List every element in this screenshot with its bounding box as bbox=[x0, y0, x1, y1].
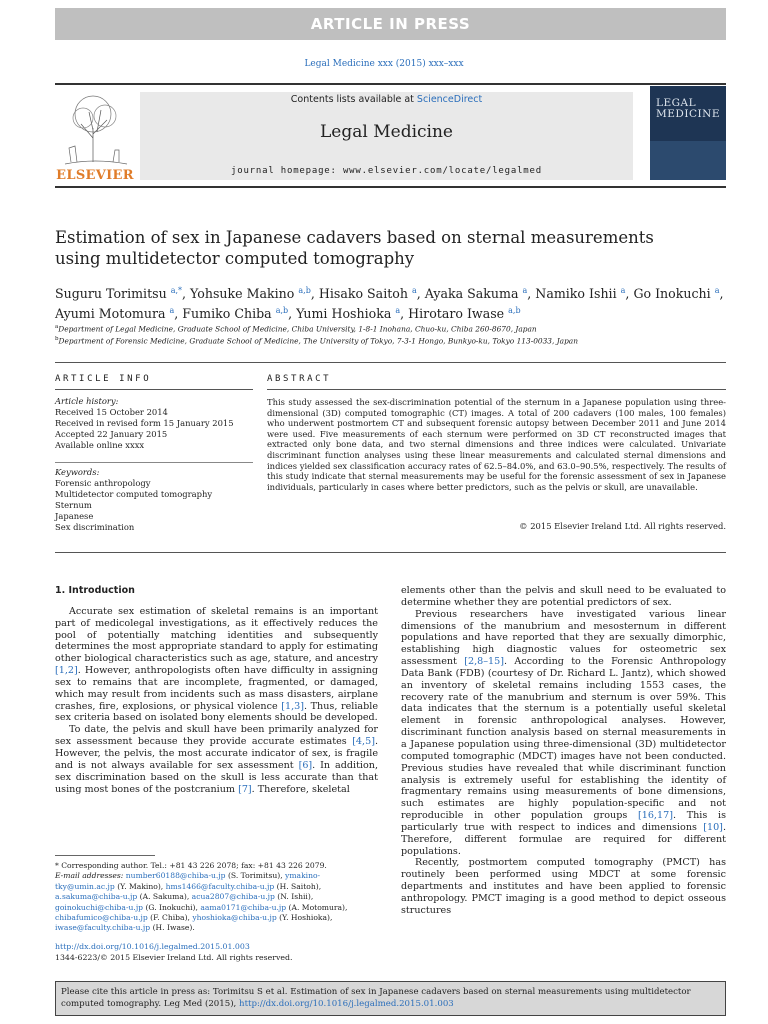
author-affiliation-mark[interactable]: a bbox=[522, 286, 528, 295]
masthead-top-rule bbox=[55, 83, 726, 85]
article-info-rule bbox=[55, 389, 253, 390]
journal-reference[interactable]: Legal Medicine xxx (2015) xxx–xxx bbox=[304, 59, 464, 69]
author-affiliation-mark[interactable]: a,* bbox=[170, 286, 183, 295]
article-history bbox=[55, 396, 255, 451]
paragraph-text: Previous researchers have investigated various linear dimensions of the manubrium and mesosternum in different populations and have reported that they are sexually dimorphic, establishing high diagnostic values for osteometric sex assessment bbox=[401, 608, 726, 668]
citation-ref-link[interactable]: [10] bbox=[703, 821, 723, 833]
author-name: Ayumi Motomura bbox=[55, 306, 166, 321]
email-owner: (Y. Hoshioka), bbox=[276, 913, 333, 923]
email-link[interactable]: acua2807@chiba-u.jp bbox=[191, 892, 275, 902]
tree-logo-icon bbox=[55, 88, 135, 168]
email-owner: (N. Ishii), bbox=[274, 892, 314, 902]
citation-box bbox=[55, 981, 726, 1016]
article-info-heading: ARTICLE INFO bbox=[55, 374, 152, 384]
citation-text: Please cite this article in press as: Torimitsu S et al. Estimation of sex in Japanese cadavers based on sternal measurements using multidetector computed tomography. Leg Med (2015), bbox=[61, 987, 691, 1009]
email-owner: (A. Sakuma), bbox=[137, 892, 192, 902]
citation-ref-link[interactable]: [1,2] bbox=[55, 665, 78, 677]
citation-doi-link[interactable]: http://dx.doi.org/10.1016/j.legalmed.2015.01.003 bbox=[239, 999, 454, 1009]
abstract-heading: ABSTRACT bbox=[267, 374, 332, 384]
email-owner: (F. Chiba), bbox=[147, 913, 193, 923]
copyright-notice: © 2015 Elsevier Ireland Ltd. All rights reserved. bbox=[519, 521, 726, 531]
author-affiliation-mark[interactable]: a bbox=[169, 306, 175, 315]
history-item: Received in revised form 15 January 2015 bbox=[55, 418, 234, 428]
paragraph-text: . In addition, sex discrimination based on the skull is less accurate than that using most bones of the postcranium bbox=[55, 759, 378, 795]
article-title: Estimation of sex in Japanese cadavers based on sternal measurements using multidetector computed tomography bbox=[55, 228, 654, 268]
citation-ref-link[interactable]: [6] bbox=[298, 759, 313, 771]
email-owner: (A. Motomura), bbox=[286, 902, 348, 912]
abstract-divider bbox=[55, 552, 726, 553]
paragraph-text: . However, anthropologists often have difficulty in assigning sex to remains that are incomplete, fragmented, or damaged, which may result from incidents such as mass disasters, airplane crashes, fire, explosions, or physical violence bbox=[55, 665, 378, 712]
journal-cover-thumbnail bbox=[650, 86, 726, 180]
keyword-item: Sternum bbox=[55, 500, 92, 510]
body-paragraph bbox=[401, 609, 726, 858]
author-name: Namiko Ishii bbox=[535, 286, 617, 301]
citation-ref-link[interactable]: [4,5] bbox=[352, 736, 375, 748]
author-affiliation-mark[interactable]: a bbox=[714, 286, 720, 295]
affiliations bbox=[55, 322, 735, 347]
body-column-right bbox=[401, 585, 726, 917]
citation-ref-link[interactable]: [2,8–15] bbox=[464, 656, 504, 668]
email-link[interactable]: chibafumico@chiba-u.jp bbox=[55, 913, 148, 923]
sciencedirect-link[interactable]: ScienceDirect bbox=[416, 94, 483, 105]
cover-band bbox=[650, 141, 726, 180]
keywords-label: Keywords: bbox=[55, 467, 100, 477]
masthead-bottom-rule bbox=[55, 186, 726, 188]
header-divider bbox=[55, 362, 726, 363]
masthead bbox=[140, 92, 633, 180]
author-name: Yohsuke Makino bbox=[190, 286, 295, 301]
email-owner: (H. Iwase). bbox=[150, 923, 195, 933]
email-link[interactable]: yhoshioka@chiba-u.jp bbox=[192, 913, 277, 923]
keyword-item: Multidetector computed tomography bbox=[55, 489, 213, 499]
author-line: Suguru Torimitsu $^{a,*}$, Yohsuke Makino $^{a,b}$, Hisako Saitoh $^a$, Ayaka Sakuma $^a$, Namiko Ishii $^a$, Go Inokuchi $^a$, bbox=[55, 286, 724, 301]
paragraph-text: . According to the Forensic Anthropology Data Bank (FDB) (courtesy of Dr. Richard L. Jantz), which showed an inventory of skeletal remains including 1553 cases, the recovery rate of the manubrium and sternum is over 59%. This data indicates that the sternum is a potentially useful skeletal element in forensic anthropological analyses. However, discriminant function analysis based on sternal measurements in a Japanese population using three-dimensional (3D) multidetector computed tomographic (MDCT) images have not been conducted. Previous studies have revealed that while discriminant function analysis is extremely useful for establishing the identity of fragmentary remains using measurements of bone dimensions, such estimates are highly population-specific and not reproducible in other population groups bbox=[401, 656, 727, 822]
journal-title: Legal Medicine bbox=[320, 122, 453, 142]
cover-title: LEGAL MEDICINE bbox=[656, 97, 721, 120]
elsevier-wordmark: ELSEVIER bbox=[56, 168, 134, 183]
article-in-press-banner: ARTICLE IN PRESS bbox=[55, 8, 726, 40]
history-item: Received 15 October 2014 bbox=[55, 407, 168, 417]
body-paragraph bbox=[401, 857, 726, 916]
history-item: Accepted 22 January 2015 bbox=[55, 429, 168, 439]
history-item: Available online xxxx bbox=[55, 440, 145, 450]
citation-ref-link[interactable]: [16,17] bbox=[637, 810, 673, 822]
paragraph-text: . Therefore, different formulae are required for different populations. bbox=[401, 821, 726, 857]
footnote-rule bbox=[55, 855, 155, 856]
doi-block bbox=[55, 941, 378, 963]
email-owner: (Y. Makino), bbox=[114, 881, 166, 891]
author-affiliation-mark[interactable]: a bbox=[412, 286, 417, 295]
email-label: E-mail addresses: bbox=[55, 871, 126, 881]
corresponding-author: * Corresponding author. Tel.: +81 43 226 2078; fax: +81 43 226 2079. bbox=[55, 861, 327, 870]
history-label: Article history: bbox=[55, 396, 119, 406]
doi-link[interactable]: http://dx.doi.org/10.1016/j.legalmed.2015.01.003 bbox=[55, 942, 250, 951]
author-name: Yumi Hoshioka bbox=[296, 306, 392, 321]
body-paragraph bbox=[401, 585, 726, 609]
citation-ref-link[interactable]: [7] bbox=[238, 783, 252, 795]
author-affiliation-mark[interactable]: a,b bbox=[298, 286, 311, 295]
email-link[interactable]: aama0171@chiba-u.jp bbox=[200, 902, 287, 912]
paragraph-text: . This is particularly true with respect to indices and dimensions bbox=[401, 810, 726, 833]
contents-line: Contents lists available at ScienceDirect bbox=[290, 94, 483, 105]
paragraph-text: . However, the pelvis, the most accurate indicator of sex, is fragile and is not always available for sex assessment bbox=[55, 736, 378, 771]
author-affiliation-mark[interactable]: a,b bbox=[275, 306, 289, 315]
author-list bbox=[55, 282, 735, 322]
paragraph-text: Accurate sex estimation of skeletal remains is an important part of medicolegal investigations, as it effectively reduces the pool of potentially matching identities and subsequently determines the most appropriate standard to apply for estimating other biological characteristics such as age, stature, and ancestry bbox=[55, 605, 378, 665]
keywords bbox=[55, 467, 255, 533]
keyword-item: Japanese bbox=[55, 511, 94, 521]
email-owner: (G. Inokuchi), bbox=[143, 902, 201, 912]
email-link[interactable]: number60188@chiba-u.jp bbox=[125, 871, 226, 881]
paragraph-text: elements other than the pelvis and skull need to be evaluated to determine whether they are potential predictors of sex. bbox=[401, 585, 726, 608]
issn-line: 1344-6223/© 2015 Elsevier Ireland Ltd. All rights reserved. bbox=[55, 953, 293, 962]
author-name: Ayaka Sakuma bbox=[424, 286, 519, 301]
abstract-text: This study assessed the sex-discrimination potential of the sternum in a Japanese population using three-dimensional (3D) computed tomographic (CT) images. A total of 200 cadavers (100 males, 100 females) who underwent postmortem CT and subsequent forensic autopsy between December 2011 and June 2014 were used. Five measurements of each sternum were performed on 3D CT reconstructed images that extracted only bone data, and two sternal dimensions and three indices were calculated. Univariate discriminant function analyses using these linear measurements and calculated sternal dimensions and indices yielded sex classification accuracy rates of 62.5–84.0%, and 63.0–90.5%, respectively. The results of this study indicate that sternal measurements may be useful for the forensic assessment of sex in Japanese individuals, particularly in cases where better predictors, such as the pelvis or skull, are unavailable. bbox=[267, 397, 726, 492]
affiliation-a: $^a$Department of Legal Medicine, Graduate School of Medicine, Chiba University, 1-8-1 Inohana, Chuo-ku, Chiba 260-8670, Japan bbox=[55, 324, 537, 334]
email-link[interactable]: hms1466@faculty.chiba-u.jp bbox=[165, 881, 275, 891]
paragraph-text: Recently, postmortem computed tomography (PMCT) has routinely been performed using MDCT at some forensic departments and institutes and have been applied to forensic anthropology. PMCT imaging is a good method to depict osseous structures bbox=[401, 857, 726, 916]
keyword-item: Forensic anthropology bbox=[55, 478, 151, 488]
keyword-item: Sex discrimination bbox=[55, 522, 135, 532]
author-name: Fumiko Chiba bbox=[182, 306, 272, 321]
body-paragraph bbox=[55, 606, 378, 724]
email-owner: (S. Torimitsu), bbox=[225, 871, 286, 881]
paragraph-text: . Thus, reliable sex criteria based on isolated bony elements should be developed. bbox=[55, 700, 378, 724]
citation-ref-link[interactable]: [1,3] bbox=[281, 700, 304, 712]
elsevier-logo bbox=[55, 88, 135, 183]
email-link[interactable]: a.sakuma@chiba-u.jp bbox=[55, 892, 138, 902]
paragraph-text: To date, the pelvis and skull have been primarily analyzed for sex assessment because they provide accurate estimates bbox=[55, 724, 378, 748]
paragraph-text: . Therefore, skeletal bbox=[251, 783, 350, 795]
email-owner: (H. Saitoh), bbox=[274, 881, 322, 891]
author-affiliation-mark[interactable]: a bbox=[620, 286, 626, 295]
author-name: Hirotaro Iwase bbox=[408, 306, 505, 321]
author-name: Go Inokuchi bbox=[633, 286, 711, 301]
author-line: Ayumi Motomura $^a$, Fumiko Chiba $^{a,b}$, Yumi Hoshioka $^a$, Hirotaro Iwase $^{a,b}$ bbox=[55, 306, 521, 321]
body-column-left bbox=[55, 585, 378, 795]
author-affiliation-mark[interactable]: a bbox=[395, 306, 401, 315]
email-addresses bbox=[55, 871, 378, 933]
email-link[interactable]: goinokuchi@chiba-u.jp bbox=[55, 902, 144, 912]
author-affiliation-mark[interactable]: a,b bbox=[508, 306, 521, 315]
author-name: Hisako Saitoh bbox=[318, 286, 408, 301]
section-heading: 1. Introduction bbox=[55, 585, 135, 596]
email-link[interactable]: ymakino-tky@umin.ac.jp bbox=[55, 871, 321, 891]
affiliation-b: $^b$Department of Forensic Medicine, Graduate School of Medicine, The University of Tokyo, 7-3-1 Hongo, Bunkyo-ku, Tokyo 113-0033, Japan bbox=[55, 336, 578, 346]
email-link[interactable]: iwase@faculty.chiba-u.jp bbox=[55, 923, 151, 933]
author-name: Suguru Torimitsu bbox=[55, 286, 167, 301]
footnote bbox=[55, 861, 378, 934]
journal-homepage[interactable]: journal homepage: www.elsevier.com/locate/legalmed bbox=[231, 166, 542, 176]
keywords-rule bbox=[55, 462, 253, 463]
body-paragraph bbox=[55, 724, 378, 795]
abstract-rule bbox=[267, 389, 726, 390]
